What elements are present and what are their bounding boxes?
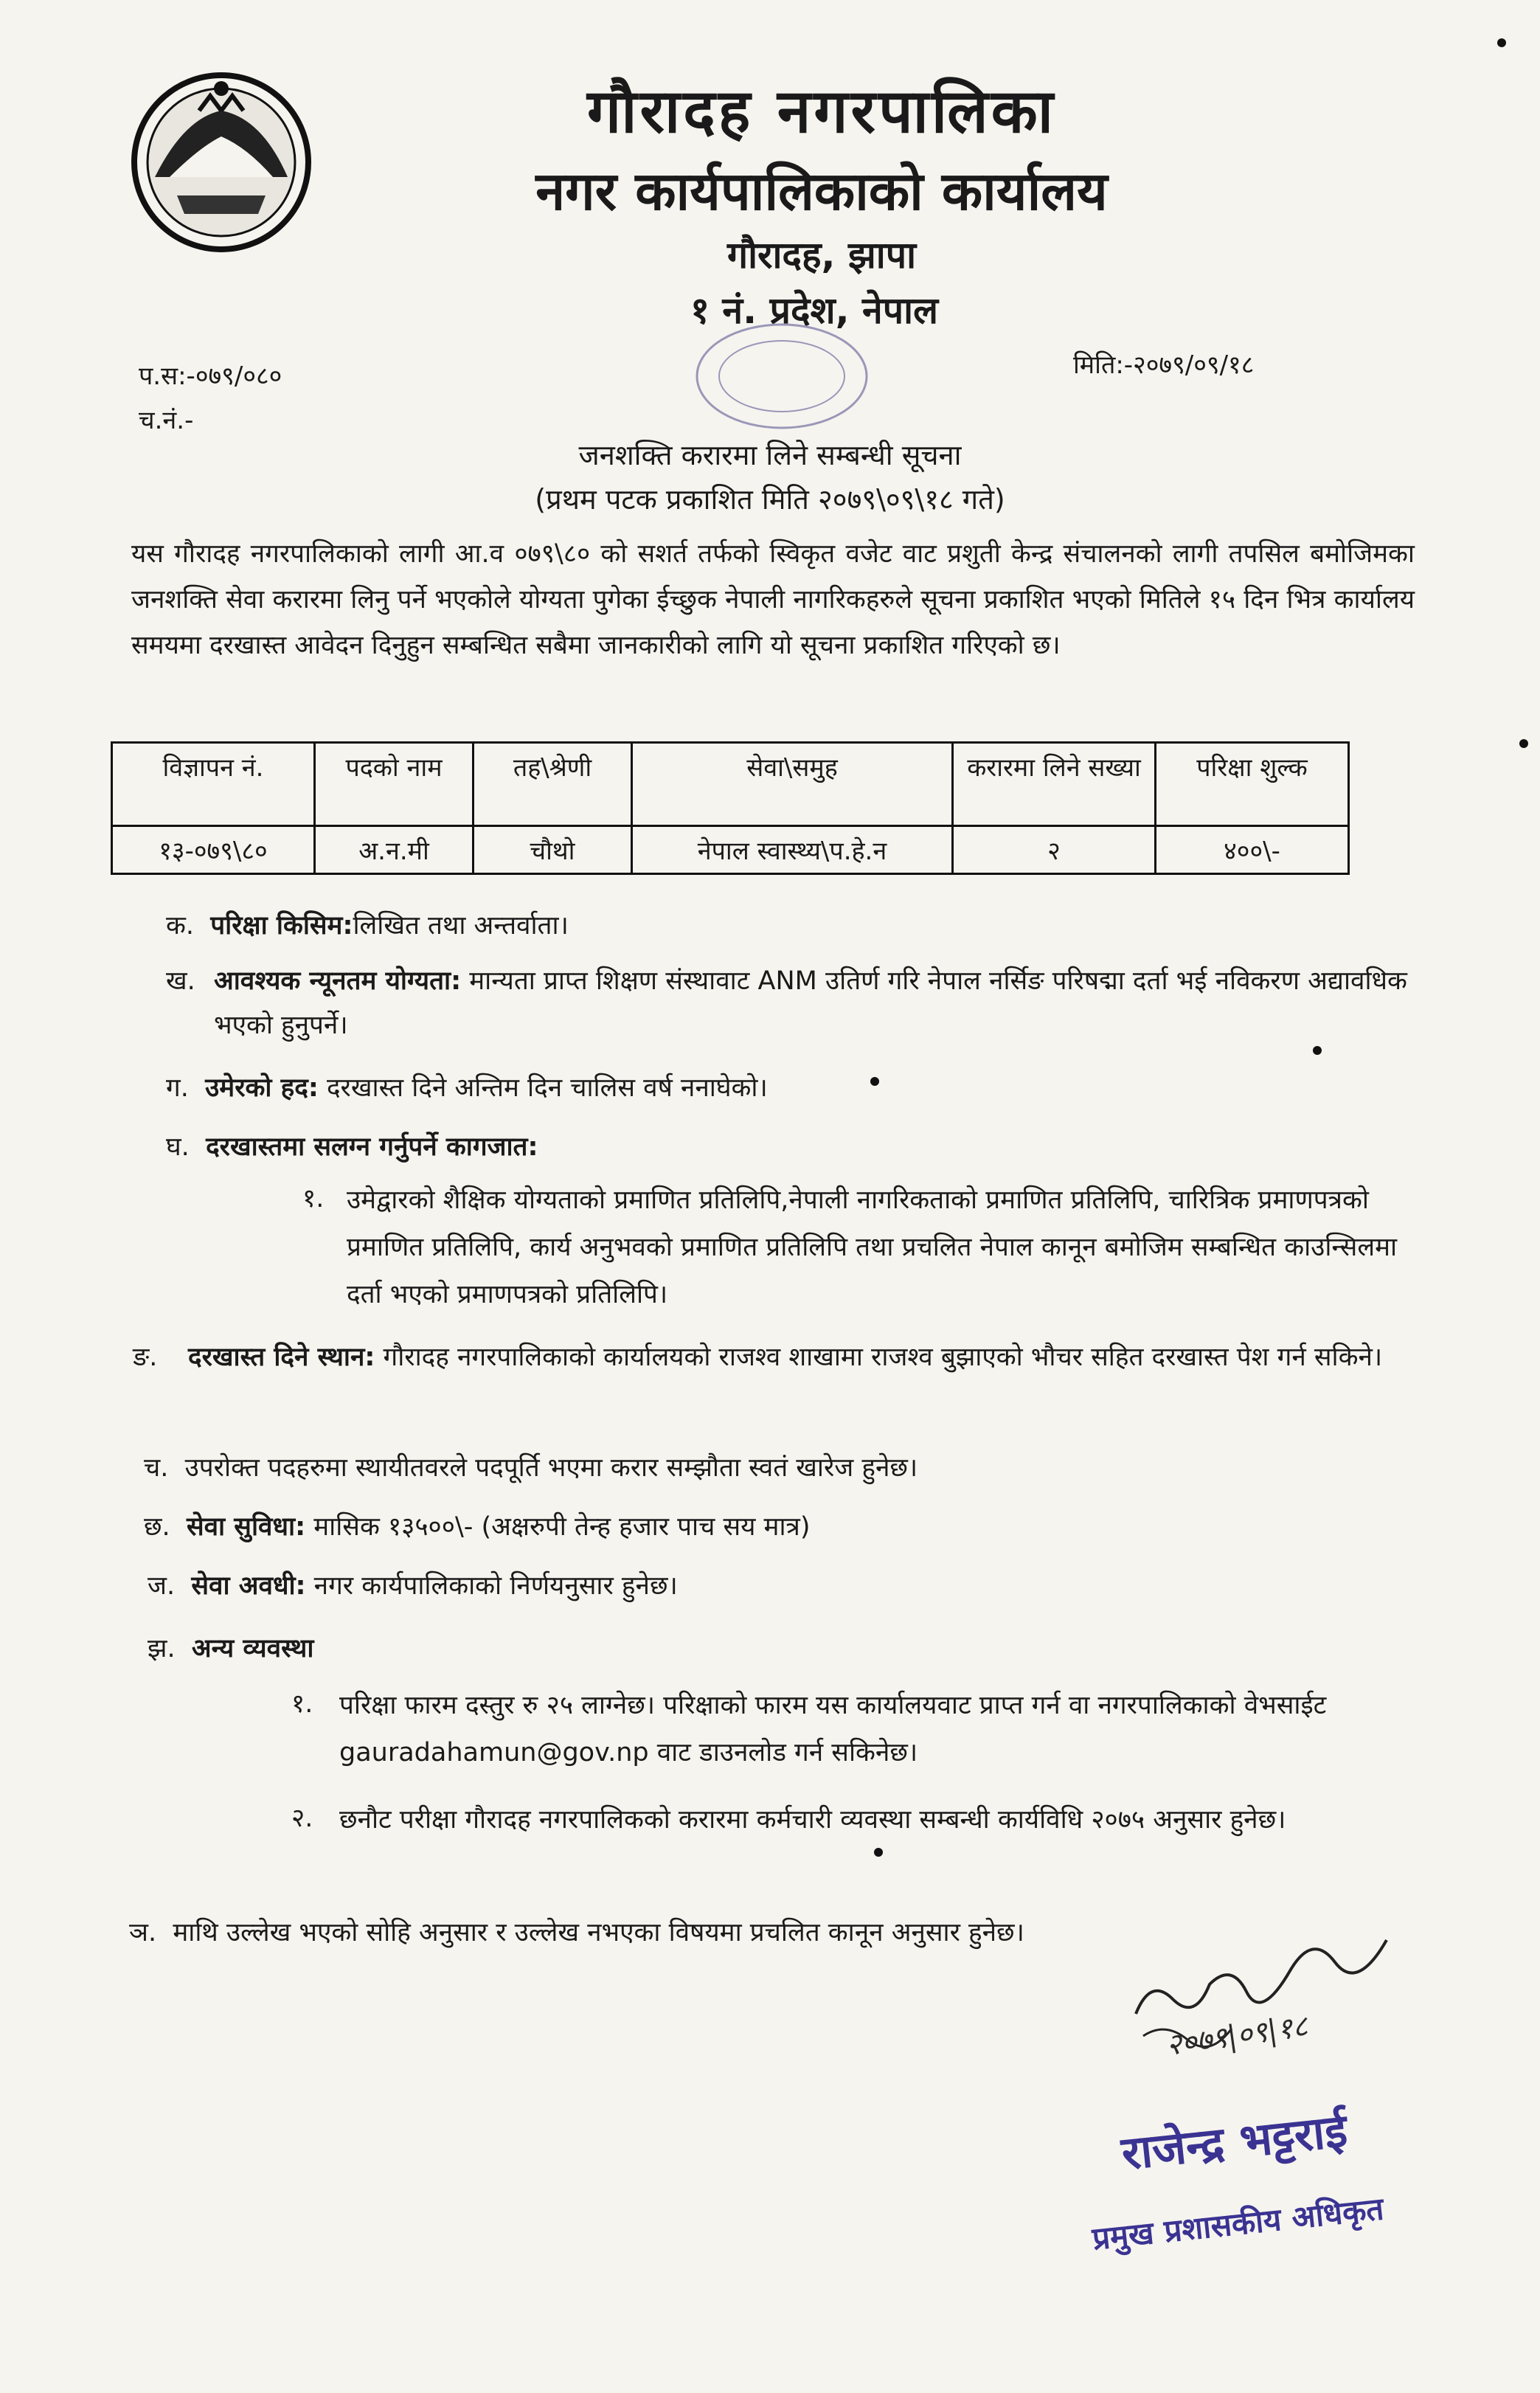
list-item-marker: ख. (166, 966, 195, 996)
list-item: ग. उमेरको हद: दरखास्त दिने अन्तिम दिन चालिस वर्ष ननाघेको। (166, 1073, 768, 1103)
punch-mark (870, 1077, 879, 1086)
list-item: आवश्यक न्यूनतम योग्यता: मान्यता प्राप्त शिक्षण संस्थावाट ANM उतिर्ण गरि नेपाल नर्सिङ परिषद्मा दर्ता भई नविकरण अद्यावधिक भएको हुनुपर्ने। (214, 966, 1407, 1040)
other-sub-item: परिक्षा फारम दस्तुर रु २५ लाग्नेछ। परिक्षाको फारम यस कार्यालयवाट प्राप्त गर्न वा नगरपालिकाको वेभसाईट gauradahamun@gov.np वाट डाउनलोड गर्न सकिनेछ। (339, 1691, 1327, 1767)
sub-item-marker: १. (302, 1184, 325, 1213)
punch-mark (1313, 1046, 1322, 1055)
signatory-title: प्रमुख प्रशासकीय अधिकृत (1090, 2190, 1386, 2257)
table-header: तह\श्रेणी (474, 743, 632, 826)
table-header: विज्ञापन नं. (112, 743, 315, 826)
table-cell: १३-०७९\८० (112, 826, 315, 874)
table-cell: २ (953, 826, 1156, 874)
notice-title: जनशक्ति करारमा लिने सम्बन्धी सूचना (578, 439, 962, 471)
table-cell: चौथो (474, 826, 632, 874)
list-item: च. उपरोक्त पदहरुमा स्थायीतवरले पदपूर्ति भएमा करार सम्झौता स्वतं खारेज हुनेछ। (144, 1453, 918, 1483)
table-header: पदको नाम (315, 743, 474, 826)
dispatch-number: च.नं.- (139, 406, 194, 435)
address-line-1: गौरादह, झापा (726, 234, 917, 277)
sub-item-marker: १. (291, 1689, 313, 1719)
signatory-name: राजेन्द्र भट्टराई (1119, 2103, 1350, 2181)
table-cell: ४००\- (1156, 826, 1349, 874)
table-header: करारमा लिने सख्या (953, 743, 1156, 826)
list-item: क. परिक्षा किसिम:लिखित तथा अन्तर्वाता। (166, 911, 569, 941)
list-item: छ. सेवा सुविधा: मासिक १३५००\- (अक्षरुपी तेन्ह हजार पाच सय मात्र) (144, 1512, 811, 1542)
signature-date: २०७९|०९|१८ (1164, 2009, 1310, 2063)
office-stamp-icon (686, 317, 878, 435)
table-cell: अ.न.मी (315, 826, 474, 874)
list-item: ञ. माथि उल्लेख भएको सोहि अनुसार र उल्लेख नभएका विषयमा प्रचलित कानून अनुसार हुनेछ। (129, 1918, 1024, 1947)
list-item: ज. सेवा अवधी: नगर कार्यपालिकाको निर्णयनुसार हुनेछ। (148, 1571, 678, 1601)
list-item: दरखास्त दिने स्थान: गौरादह नगरपालिकाको कार्यालयको राजश्व शाखामा राजश्व बुझाएको भौचर सहित दरखास्त पेश गर्न सकिने। (188, 1343, 1383, 1372)
table-header: परिक्षा शुल्क (1156, 743, 1349, 826)
notice-intro: यस गौरादह नगरपालिकाको लागी आ.व ०७९\८० को सशर्त तर्फको स्विकृत वजेट वाट प्रशुती केन्द्र संचालनको लागी तपसिल बमोजिमका जनशक्ति सेवा करारमा लिनु पर्ने भएकोले योग्यता पुगेका ईच्छुक नेपाली नागरिकहरुले सूचना प्रकाशित भएको मितिले १५ दिन भित्र कार्यालय समयमा दरखास्त आवेदन दिनुहुन सम्बन्धित सबैमा जानकारीको लागि यो सूचना प्रकाशित गरिएको छ। (131, 539, 1415, 660)
list-item: झ. अन्य व्यवस्था (148, 1634, 314, 1663)
sub-item-marker: २. (291, 1804, 313, 1833)
punch-mark (1519, 739, 1528, 748)
notice-subtitle: (प्रथम पटक प्रकाशित मिति २०७९\०९\१८ गते) (535, 483, 1005, 516)
table-row (112, 826, 1349, 874)
table-header: सेवा\समुह (632, 743, 953, 826)
list-item: घ. दरखास्तमा सलग्न गर्नुपर्ने कागजात: (166, 1132, 538, 1162)
municipality-title: गौरादह नगरपालिका (587, 77, 1056, 147)
punch-mark (874, 1848, 883, 1857)
vacancy-table (111, 741, 1350, 875)
table-cell: नेपाल स्वास्थ्य\प.हे.न (632, 826, 953, 874)
address-line-2: १ नं. प्रदेश, नेपाल (690, 289, 938, 332)
office-title: नगर कार्यपालिकाको कार्यालय (535, 160, 1108, 222)
punch-mark (1497, 38, 1506, 47)
other-sub-item: छनौट परीक्षा गौरादह नगरपालिकको करारमा कर्मचारी व्यवस्था सम्बन्धी कार्यविधि २०७५ अनुसार हुनेछ। (339, 1805, 1286, 1835)
list-item-marker: ङ. (133, 1343, 158, 1372)
letter-reference: प.स:-०७९/०८० (139, 361, 282, 391)
table-header-row (112, 743, 1349, 826)
letter-date: मिति:-२०७९/०९/१८ (1073, 350, 1255, 380)
documents-sub-item: उमेद्वारको शैक्षिक योग्यताको प्रमाणित प्रतिलिपि,नेपाली नागरिकताको प्रमाणित प्रतिलिपि, चारित्रिक प्रमाणपत्रको प्रमाणित प्रतिलिपि, कार्य अनुभवको प्रमाणित प्रतिलिपि तथा प्रचलित नेपाल कानून बमोजिम सम्बन्धित काउन्सिलमा दर्ता भएको प्रमाणपत्रको प्रतिलिपि। (347, 1185, 1398, 1309)
